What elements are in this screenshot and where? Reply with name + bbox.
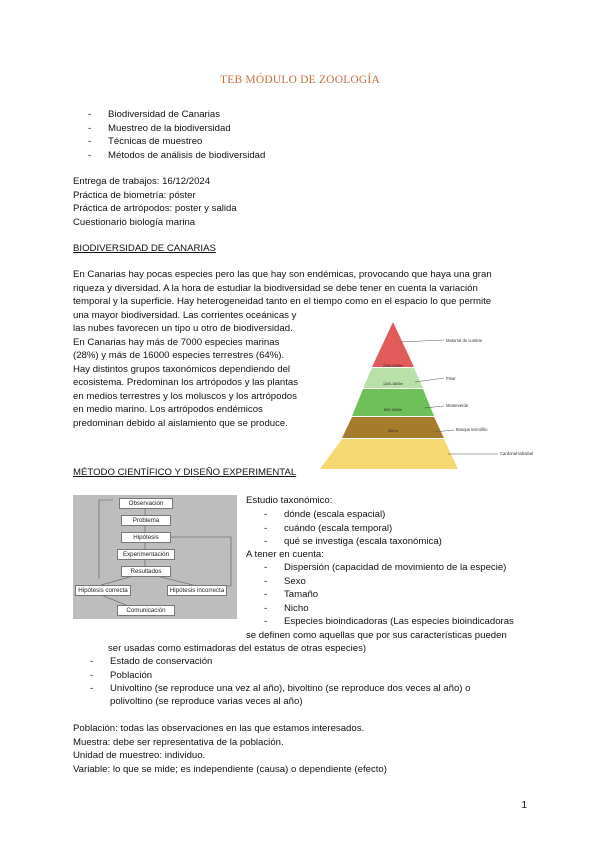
list-item: - qué se investiga (escala taxonómica) (264, 536, 442, 547)
pyramid-inner-label: 1200-1800m (383, 382, 404, 386)
diagram-box-problema: Problema (121, 515, 171, 526)
paragraph-line: (28%) y más de 16000 especies terrestres (64%). (73, 350, 285, 361)
pyramid-leader-lines (400, 336, 530, 460)
definition-line: Variable: lo que se mide; es independiente (causa) o dependiente (efecto) (73, 763, 387, 775)
diagram-box-hipotesis-incorrecta: Hipótesis incorrecta (167, 585, 227, 596)
deliveries-block (73, 175, 237, 229)
bioindicadoras-continuation: se definen como aquellas que por sus características pueden (246, 630, 507, 641)
more-list (90, 655, 471, 696)
topics-list (88, 108, 266, 162)
paragraph-line: las nubes favorecen un tipo u otro de biodiversidad. (73, 323, 293, 334)
list-item: - Métodos de análisis de biodiversidad (88, 149, 266, 161)
list-item: - Dispersión (capacidad de movimiento de la especie) (264, 562, 507, 573)
diagram-box-observacion: Observación (119, 498, 173, 509)
definition-line: Población: todas las observaciones en las que estamos interesados. (73, 723, 365, 734)
voltinismo-continuation: polivoltino (se reproduce varias veces al año) (110, 696, 303, 707)
list-item: - dónde (escala espacial) (264, 509, 386, 520)
delivery-line: Entrega de trabajos: 16/12/2024 (73, 176, 211, 187)
list-item: - cuándo (escala temporal) (264, 522, 393, 534)
list-item: - Nicho (264, 602, 309, 614)
page-number: 1 (521, 800, 527, 811)
list-item: - Sexo (264, 575, 306, 587)
pyramid-label: Bosque termófilo (456, 427, 488, 432)
paragraph-line: ecosistema. Predominan los artrópodos y las plantas (73, 377, 299, 388)
tener-list (264, 561, 514, 629)
diagram-box-experimentacion: Experimentación (117, 549, 175, 560)
paragraph-line: en medios terrestres y los moluscos y los artrópodos (73, 390, 297, 402)
paragraph-line: riqueza y diversidad. A la hora de estudiar la biodiversidad se debe tener en cuenta la variación (73, 282, 478, 294)
delivery-line: Práctica de artrópodos: poster y salida (73, 203, 237, 214)
pyramid-inner-label: 2200-2400m (383, 364, 404, 368)
paragraph-line: predominan debido al aislamiento que se produce. (73, 417, 288, 429)
list-item: - Biodiversidad de Canarias (88, 109, 220, 120)
list-item: - Población (90, 669, 153, 681)
pyramid-label: Monteverde (446, 403, 469, 408)
bioindicadoras-continuation: ser usadas como estimadoras del estatus de otras especies) (108, 643, 367, 654)
pyramid-label: Matorral de cumbre (446, 338, 483, 343)
list-item: - Tamaño (264, 589, 319, 600)
paragraph-line: temporal y la superficie. Hay heterogeneidad tanto en el tiempo como en el espacio lo que permite (73, 296, 492, 307)
paragraph-line: Hay distintos grupos taxonómicos dependiendo del (73, 363, 291, 375)
paragraph-line: una mayor biodiversidad. Las corrientes oceánicas y (73, 309, 297, 321)
section-heading-biodiversidad: BIODIVERSIDAD DE CANARIAS (73, 243, 216, 254)
list-item: - Univoltino (se reproduce una vez al año), bivoltino (se reproduce dos veces al año) o (90, 683, 471, 694)
document-title: TEB MÓDULO DE ZOOLOGÍA (220, 74, 380, 86)
paragraph-line: En Canarias hay pocas especies pero las que hay son endémicas, provocando que haya una gran (73, 269, 492, 280)
pyramid-label: Pinar (446, 376, 456, 381)
delivery-line: Práctica de biometría: póster (73, 189, 196, 201)
pyramid-inner-label: 300 m (388, 429, 398, 433)
diagram-box-hipotesis: Hipótesis (121, 532, 171, 543)
estudio-list (264, 508, 442, 549)
diagram-box-comunicacion: Comunicación (117, 605, 175, 616)
list-item: - Especies bioindicadoras (Las especies bioindicadoras (264, 616, 514, 627)
list-item: - Estado de conservación (90, 656, 213, 667)
delivery-line: Cuestionario biología marina (73, 216, 196, 228)
definition-line: Muestra: debe ser representativa de la población. (73, 736, 284, 748)
scientific-method-diagram (73, 495, 237, 619)
list-item: - Técnicas de muestreo (88, 136, 203, 147)
diagram-box-resultados: Resultados (121, 566, 171, 577)
definitions-block (73, 722, 387, 776)
definition-line: Unidad de muestreo: individuo. (73, 750, 206, 761)
estudio-title: Estudio taxonómico: (246, 495, 333, 506)
pyramid-label: Cardonal-tabaibal (500, 451, 534, 456)
list-item: - Muestreo de la biodiversidad (88, 122, 231, 134)
diagram-box-hipotesis-correcta: Hipótesis correcta (75, 585, 131, 596)
pyramid-inner-label: 600-1000m (383, 408, 403, 412)
section-heading-metodo: MÉTODO CIENTÍFICO Y DISEÑO EXPERIMENTAL (73, 467, 297, 478)
paragraph-line: En Canarias hay más de 7000 especies marinas (73, 336, 280, 348)
tener-title: A tener en cuenta: (246, 549, 324, 560)
paragraph-line: en medio marino. Los artrópodos endémicos (73, 404, 263, 415)
